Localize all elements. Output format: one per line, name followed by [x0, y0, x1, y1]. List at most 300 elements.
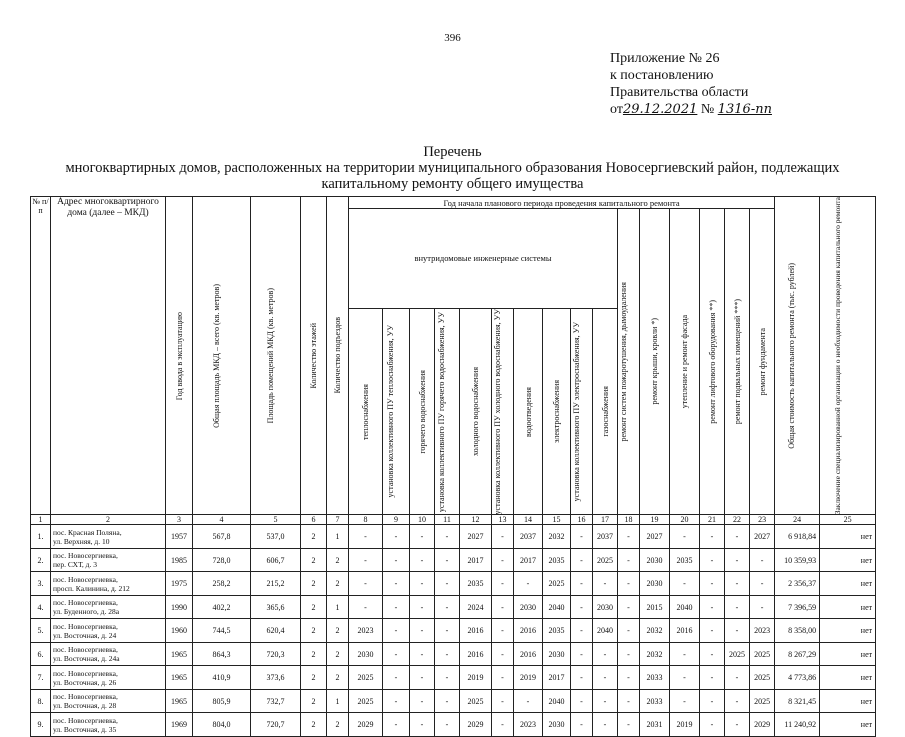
table-cell: 2017 — [460, 548, 492, 572]
address-line2: ул. Верхняя, д. 10 — [53, 536, 110, 546]
header-c23: ремонт фундамента — [750, 209, 775, 515]
table-cell: - — [410, 689, 435, 713]
table-cell: 2 — [301, 525, 327, 549]
number-value: 1316-пп — [717, 102, 772, 117]
table-cell: - — [492, 619, 514, 643]
column-number: 5 — [251, 515, 301, 525]
appendix-line2: к постановлению — [610, 68, 714, 83]
table-cell: - — [492, 595, 514, 619]
row-address — [51, 713, 166, 737]
table-cell: - — [700, 666, 725, 690]
table-cell: 2025 — [750, 642, 775, 666]
table-cell: 2033 — [640, 666, 670, 690]
table-cell: 2027 — [750, 525, 775, 549]
address-line1: пос. Красная Поляна, — [53, 527, 122, 537]
table-cell: 2024 — [460, 595, 492, 619]
table-cell: 2030 — [514, 595, 543, 619]
table-cell: - — [618, 666, 640, 690]
table-cell: - — [618, 689, 640, 713]
row-address — [51, 689, 166, 713]
table-cell: 2016 — [460, 642, 492, 666]
table-cell: 215,2 — [251, 572, 301, 596]
table-cell: нет — [820, 548, 876, 572]
table-cell: - — [571, 666, 593, 690]
table-cell: 1985 — [166, 548, 193, 572]
table-cell: - — [571, 642, 593, 666]
column-number: 24 — [775, 515, 820, 525]
appendix-line3: Правительства области — [610, 85, 749, 100]
table-cell: 258,2 — [193, 572, 251, 596]
table-cell: нет — [820, 666, 876, 690]
table-cell: 7 396,59 — [775, 595, 820, 619]
table-cell: 2025 — [725, 642, 750, 666]
table-cell: - — [725, 548, 750, 572]
table-cell: - — [349, 548, 383, 572]
table-row — [31, 642, 876, 666]
column-number: 10 — [410, 515, 435, 525]
table-cell: - — [492, 642, 514, 666]
table-cell: 728,0 — [193, 548, 251, 572]
table-cell: - — [750, 572, 775, 596]
table-cell: - — [349, 572, 383, 596]
table-cell: 10 359,93 — [775, 548, 820, 572]
column-number: 25 — [820, 515, 876, 525]
column-number: 14 — [514, 515, 543, 525]
table-cell: - — [725, 689, 750, 713]
table-cell: 1960 — [166, 619, 193, 643]
table-cell: - — [593, 666, 618, 690]
table-cell: - — [383, 572, 410, 596]
table-cell: 2016 — [514, 619, 543, 643]
column-number: 2 — [51, 515, 166, 525]
table-cell: - — [435, 713, 460, 737]
table-cell: 2030 — [593, 595, 618, 619]
column-number: 8 — [349, 515, 383, 525]
table-cell: нет — [820, 713, 876, 737]
row-address — [51, 595, 166, 619]
table-cell: 2 — [301, 595, 327, 619]
table-cell: 2027 — [640, 525, 670, 549]
table-cell: - — [593, 642, 618, 666]
table-cell: 804,0 — [193, 713, 251, 737]
table-cell: 8 267,29 — [775, 642, 820, 666]
address-line1: пос. Новосергиевка, — [53, 668, 118, 678]
table-cell: - — [700, 642, 725, 666]
table-cell: 2 — [301, 572, 327, 596]
table-cell: 720,3 — [251, 642, 301, 666]
address-line2: ул. Восточная, д. 24а — [53, 654, 120, 664]
table-cell: - — [571, 572, 593, 596]
table-cell: 2035 — [460, 572, 492, 596]
table-cell: - — [725, 572, 750, 596]
header-c24: Общая стоимость капитального ремонта (тыс. рублей) — [775, 197, 820, 515]
table-row — [31, 619, 876, 643]
table-cell: 2025 — [750, 666, 775, 690]
table-cell: - — [700, 572, 725, 596]
table-cell: - — [593, 572, 618, 596]
address-line1: пос. Новосергиевка, — [53, 715, 118, 725]
header-c14: водоотведения — [514, 308, 543, 514]
table-row — [31, 572, 876, 596]
table-cell: - — [435, 619, 460, 643]
row-number: 8. — [31, 689, 51, 713]
header-address: Адрес многоквартирного дома (далее – МКД) — [51, 197, 166, 515]
table-cell: - — [700, 619, 725, 643]
table-cell: - — [492, 525, 514, 549]
table-cell: - — [618, 548, 640, 572]
address-line2: ул. Восточная, д. 26 — [53, 677, 117, 687]
header-entrances: Количество подъездов — [327, 197, 349, 515]
table-cell: - — [670, 642, 700, 666]
table-cell: нет — [820, 572, 876, 596]
header-year-built: Год ввода в эксплуатацию — [166, 197, 193, 515]
table-cell: - — [593, 713, 618, 737]
table-cell: - — [435, 548, 460, 572]
table-cell: - — [383, 666, 410, 690]
header-group-planned: Год начала планового периода проведения капитального ремонта — [349, 197, 775, 209]
table-cell: - — [383, 619, 410, 643]
column-number: 9 — [383, 515, 410, 525]
table-cell: - — [435, 666, 460, 690]
header-c11: установка коллективного ПУ горячего водоснабжения, УУ — [435, 308, 460, 514]
table-cell: 2030 — [349, 642, 383, 666]
table-cell: - — [700, 689, 725, 713]
table-cell: - — [492, 666, 514, 690]
date-value: 29.12.2021 — [622, 102, 698, 117]
row-address — [51, 525, 166, 549]
table-cell: 4 773,86 — [775, 666, 820, 690]
table-cell: 402,2 — [193, 595, 251, 619]
table-cell: 2040 — [543, 689, 571, 713]
table-cell: - — [410, 642, 435, 666]
table-cell: - — [435, 642, 460, 666]
table-cell: - — [410, 548, 435, 572]
title-line1: Перечень — [423, 144, 482, 160]
column-number: 13 — [492, 515, 514, 525]
row-number: 2. — [31, 548, 51, 572]
table-cell: - — [410, 666, 435, 690]
header-c19: ремонт крыши, кровли *) — [640, 209, 670, 515]
table-cell: - — [618, 713, 640, 737]
header-c22: ремонт подвальных помещений ***) — [725, 209, 750, 515]
column-number: 19 — [640, 515, 670, 525]
table-cell: - — [410, 595, 435, 619]
header-c10: горячего водоснабжения — [410, 308, 435, 514]
table-cell: - — [383, 525, 410, 549]
table-cell: 2017 — [514, 548, 543, 572]
table-cell: 1990 — [166, 595, 193, 619]
table-cell: 1975 — [166, 572, 193, 596]
number-sign: № — [700, 102, 715, 117]
column-number: 7 — [327, 515, 349, 525]
table-cell: 2 — [301, 642, 327, 666]
table-cell: - — [492, 548, 514, 572]
column-number: 12 — [460, 515, 492, 525]
table-cell: 2019 — [514, 666, 543, 690]
column-number: 15 — [543, 515, 571, 525]
table-cell: 2033 — [640, 689, 670, 713]
table-cell: 1965 — [166, 689, 193, 713]
table-cell: 2016 — [460, 619, 492, 643]
table-cell: - — [514, 572, 543, 596]
table-cell: - — [492, 572, 514, 596]
table-cell: 2025 — [460, 689, 492, 713]
header-c21: ремонт лифтового оборудования **) — [700, 209, 725, 515]
table-cell: - — [349, 525, 383, 549]
header-premises-area: Площадь помещений МКД (кв. метров) — [251, 197, 301, 515]
column-number: 16 — [571, 515, 593, 525]
column-number: 6 — [301, 515, 327, 525]
table-cell: - — [618, 572, 640, 596]
table-cell: 2032 — [543, 525, 571, 549]
address-line2: просп. Калинина, д. 212 — [53, 583, 130, 593]
table-cell: - — [383, 548, 410, 572]
address-line2: ул. Восточная, д. 24 — [53, 630, 117, 640]
table-cell: - — [571, 548, 593, 572]
table-cell: 720,7 — [251, 713, 301, 737]
table-cell: - — [571, 689, 593, 713]
table-cell: 2 — [301, 689, 327, 713]
column-number: 1 — [31, 515, 51, 525]
column-number: 3 — [166, 515, 193, 525]
table-cell: - — [618, 595, 640, 619]
table-cell: 1965 — [166, 666, 193, 690]
table-cell: - — [435, 525, 460, 549]
page-number: 396 — [444, 32, 461, 44]
table-cell: 805,9 — [193, 689, 251, 713]
table-cell: 2027 — [460, 525, 492, 549]
table-cell: - — [571, 525, 593, 549]
header-c25: Заключение специализированной организации о необходимости проведения капитального ремонта — [820, 197, 876, 515]
header-num: № п/п — [31, 197, 51, 515]
address-line2: ул. Восточная, д. 28 — [53, 701, 117, 711]
table-cell: 2015 — [640, 595, 670, 619]
table-cell: нет — [820, 595, 876, 619]
table-cell: 2029 — [460, 713, 492, 737]
table-cell: 2029 — [750, 713, 775, 737]
table-cell: 410,9 — [193, 666, 251, 690]
table-cell: - — [492, 713, 514, 737]
table-cell: 2030 — [640, 548, 670, 572]
header-c18: ремонт систем пожаротушения, дымоудаления — [618, 209, 640, 515]
row-number: 9. — [31, 713, 51, 737]
table-cell: 2032 — [640, 619, 670, 643]
table-cell: 2031 — [640, 713, 670, 737]
table-cell: 2032 — [640, 642, 670, 666]
table-cell: 2035 — [670, 548, 700, 572]
table-cell: - — [700, 595, 725, 619]
address-line1: пос. Новосергиевка, — [53, 598, 118, 608]
address-line2: пер. СХТ, д. 3 — [53, 560, 97, 570]
row-address — [51, 548, 166, 572]
address-line1: пос. Новосергиевка, — [53, 645, 118, 655]
table-cell: 2025 — [750, 689, 775, 713]
column-number: 17 — [593, 515, 618, 525]
table-cell: - — [383, 595, 410, 619]
table-cell: - — [670, 689, 700, 713]
table-cell: 2 — [327, 548, 349, 572]
column-number-row — [31, 515, 876, 525]
column-number: 18 — [618, 515, 640, 525]
table-cell: - — [670, 666, 700, 690]
date-prefix: от — [610, 102, 623, 117]
table-cell: - — [700, 713, 725, 737]
header-c17: газоснабжения — [593, 308, 618, 514]
table-cell: 8 321,45 — [775, 689, 820, 713]
table-cell: 2030 — [543, 713, 571, 737]
table-cell: 732,7 — [251, 689, 301, 713]
table-cell: - — [571, 713, 593, 737]
table-cell: 1 — [327, 525, 349, 549]
table-cell: - — [435, 689, 460, 713]
table-cell: 864,3 — [193, 642, 251, 666]
column-number: 20 — [670, 515, 700, 525]
table-cell: 2040 — [543, 595, 571, 619]
table-cell: - — [435, 572, 460, 596]
header-c9: установка коллективного ПУ теплоснабжения, УУ — [383, 308, 410, 514]
table-cell: - — [725, 619, 750, 643]
table-cell: нет — [820, 689, 876, 713]
table-cell: - — [514, 689, 543, 713]
address-line1: пос. Новосергиевка, — [53, 574, 118, 584]
table-cell: - — [725, 713, 750, 737]
table-cell: 2 — [301, 548, 327, 572]
table-cell: - — [700, 548, 725, 572]
header-c8: теплоснабжения — [349, 308, 383, 514]
table-cell: - — [725, 595, 750, 619]
table-row — [31, 713, 876, 737]
header-c13: установка коллективного ПУ холодного водоснабжения, УУ — [492, 308, 514, 514]
table-cell: 2040 — [593, 619, 618, 643]
document-title — [0, 144, 905, 192]
address-line1: пос. Новосергиевка, — [53, 551, 118, 561]
repair-table — [30, 196, 876, 737]
table-cell: 2 — [301, 666, 327, 690]
row-number: 7. — [31, 666, 51, 690]
table-cell: - — [593, 689, 618, 713]
table-cell: - — [618, 619, 640, 643]
table-cell: 2029 — [349, 713, 383, 737]
table-cell: - — [700, 525, 725, 549]
table-row — [31, 595, 876, 619]
table-cell: 2 — [327, 713, 349, 737]
table-cell: - — [750, 595, 775, 619]
table-cell: - — [383, 642, 410, 666]
table-cell: 2 — [327, 572, 349, 596]
header-floors: Количество этажей — [301, 197, 327, 515]
table-cell: 2040 — [670, 595, 700, 619]
address-line2: ул. Восточная, д. 35 — [53, 724, 117, 734]
row-number: 6. — [31, 642, 51, 666]
table-cell: 2 356,37 — [775, 572, 820, 596]
table-cell: 744,5 — [193, 619, 251, 643]
table-cell: 2016 — [514, 642, 543, 666]
table-cell: - — [410, 619, 435, 643]
table-cell: 2019 — [670, 713, 700, 737]
table-cell: - — [383, 689, 410, 713]
table-cell: 2025 — [349, 689, 383, 713]
column-number: 23 — [750, 515, 775, 525]
title-line2: многоквартирных домов, расположенных на территории муниципального образования Новосергиевский район, подлежащих — [65, 160, 840, 176]
table-cell: 1957 — [166, 525, 193, 549]
table-cell: - — [670, 525, 700, 549]
table-cell: 2035 — [543, 619, 571, 643]
header-group-systems: внутридомовые инженерные системы — [349, 209, 618, 309]
table-cell: 2016 — [670, 619, 700, 643]
table-cell: - — [725, 525, 750, 549]
table-cell: - — [571, 595, 593, 619]
table-cell: - — [410, 572, 435, 596]
appendix-block — [610, 50, 772, 118]
table-cell: 2019 — [460, 666, 492, 690]
table-cell: - — [410, 525, 435, 549]
appendix-date-line — [610, 101, 772, 118]
row-address — [51, 642, 166, 666]
table-cell: - — [618, 642, 640, 666]
table-cell: 373,6 — [251, 666, 301, 690]
table-cell: 365,6 — [251, 595, 301, 619]
table-cell: 6 918,84 — [775, 525, 820, 549]
table-row — [31, 666, 876, 690]
table-cell: 606,7 — [251, 548, 301, 572]
table-cell: 2023 — [349, 619, 383, 643]
address-line1: пос. Новосергиевка, — [53, 621, 118, 631]
table-cell: 2023 — [514, 713, 543, 737]
row-address — [51, 572, 166, 596]
table-cell: 11 240,92 — [775, 713, 820, 737]
table-cell: 2023 — [750, 619, 775, 643]
header-c15: электроснабжения — [543, 308, 571, 514]
table-row — [31, 689, 876, 713]
table-cell: - — [435, 595, 460, 619]
table-cell: нет — [820, 642, 876, 666]
column-number: 21 — [700, 515, 725, 525]
table-body — [31, 525, 876, 737]
table-row — [31, 548, 876, 572]
table-cell: 1969 — [166, 713, 193, 737]
row-number: 1. — [31, 525, 51, 549]
row-address — [51, 619, 166, 643]
table-cell: 2025 — [349, 666, 383, 690]
row-number: 3. — [31, 572, 51, 596]
table-cell: 2 — [327, 642, 349, 666]
column-number: 22 — [725, 515, 750, 525]
appendix-line1: Приложение № 26 — [610, 51, 720, 66]
table-cell: 2035 — [543, 548, 571, 572]
column-number: 11 — [435, 515, 460, 525]
table-cell: 2 — [301, 713, 327, 737]
row-number: 4. — [31, 595, 51, 619]
row-number: 5. — [31, 619, 51, 643]
table-cell: - — [725, 666, 750, 690]
table-cell: нет — [820, 525, 876, 549]
table-row — [31, 525, 876, 549]
table-cell: 1 — [327, 689, 349, 713]
table-cell: 1 — [327, 595, 349, 619]
table-cell: - — [571, 619, 593, 643]
table-cell: 537,0 — [251, 525, 301, 549]
table-cell: 567,8 — [193, 525, 251, 549]
table-cell: - — [750, 548, 775, 572]
table-cell: - — [349, 595, 383, 619]
header-c12: холодного водоснабжения — [460, 308, 492, 514]
row-address — [51, 666, 166, 690]
table-cell: 8 358,00 — [775, 619, 820, 643]
table-cell: 2017 — [543, 666, 571, 690]
table-cell: 2030 — [543, 642, 571, 666]
table-cell: 620,4 — [251, 619, 301, 643]
table-cell: 2 — [327, 666, 349, 690]
